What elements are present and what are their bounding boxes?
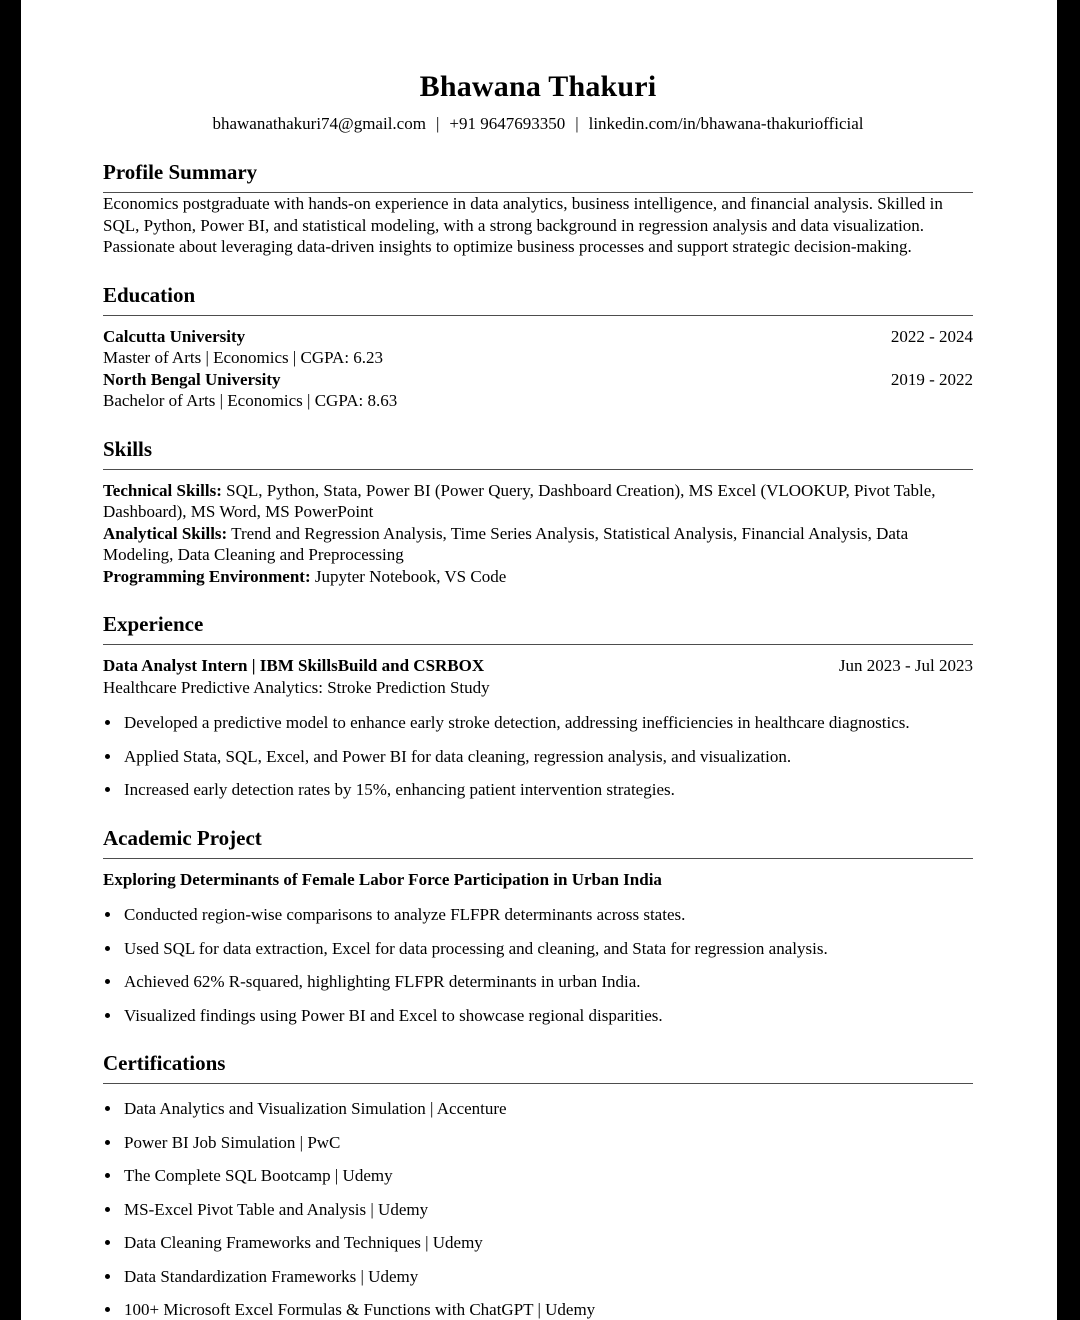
skills-group-programming-environment — [103, 566, 973, 588]
contact-separator: | — [575, 114, 579, 133]
skills-groups — [103, 480, 973, 588]
skills-group-text: Trend and Regression Analysis, Time Series Analysis, Statistical Analysis, Financial Analysis, Data Modeling, Data Cleaning and Preprocessing — [103, 523, 909, 564]
phone-text: +91 9647693350 — [449, 114, 566, 133]
education-entry-details: Bachelor of Arts | Economics | CGPA: 8.63 — [103, 391, 398, 410]
certifications-heading: Certifications — [103, 1051, 226, 1075]
candidate-name: Bhawana Thakuri — [419, 70, 657, 103]
certification-item: • Power BI Job Simulation | PwC — [122, 1132, 973, 1154]
education-entry-details: Master of Arts | Economics | CGPA: 6.23 — [103, 348, 384, 367]
section-education — [103, 283, 973, 412]
academic-project-heading: Academic Project — [103, 825, 262, 850]
academic-project-entry — [103, 869, 973, 1027]
resume-page — [21, 0, 1057, 1320]
education-dates: 2019 - 2022 — [890, 369, 973, 389]
certification-item: • The Complete SQL Bootcamp | Udemy — [122, 1165, 973, 1187]
section-rule — [103, 858, 973, 859]
linkedin-text: linkedin.com/in/bhawana-thakuriofficial — [588, 114, 864, 133]
skills-group-label: Analytical Skills: — [103, 523, 228, 543]
contact-separator: | — [435, 114, 440, 133]
section-rule — [103, 469, 973, 470]
education-dates: 2022 - 2024 — [890, 326, 973, 346]
section-profile-summary — [103, 160, 973, 258]
skills-group-label: Programming Environment: — [103, 566, 311, 586]
profile-summary-text: Economics postgraduate with hands-on experience in data analytics, business intelligence, and financial analysis. Skilled in SQL, Python, Power BI, and statistical modeling, with a strong background in regression analysis and data visualization. Passionate about leveraging data-driven insights to optimize business processes and support strategic decision-making. — [103, 194, 943, 256]
bullet-item: • Increased early detection rates by 15%, enhancing patient intervention strategies. — [122, 779, 973, 801]
experience-bullet-list — [103, 712, 973, 801]
skills-group-text: Jupyter Notebook, VS Code — [310, 566, 507, 586]
skills-group-label: Technical Skills: — [103, 480, 222, 500]
certification-item: • Data Cleaning Frameworks and Techniques | Udemy — [122, 1232, 973, 1254]
education-entry-header — [103, 326, 973, 348]
academic-project-title: Exploring Determinants of Female Labor Force Participation in Urban India — [103, 869, 662, 889]
profile-summary-heading: Profile Summary — [103, 160, 258, 184]
section-rule — [103, 1083, 973, 1084]
section-rule — [103, 644, 973, 645]
experience-entry-header — [103, 655, 973, 677]
certifications-list — [103, 1098, 973, 1320]
section-certifications — [103, 1051, 973, 1320]
institution-name: North Bengal University — [103, 369, 281, 389]
certification-item: • 100+ Microsoft Excel Formulas & Functions with ChatGPT | Udemy — [122, 1299, 973, 1320]
section-skills — [103, 437, 973, 588]
education-heading: Education — [103, 282, 196, 307]
institution-name: Calcutta University — [103, 326, 246, 346]
academic-project-bullet-list — [103, 904, 973, 1026]
bullet-item: • Conducted region-wise comparisons to analyze FLFPR determinants across states. — [122, 904, 973, 926]
skills-group-technical — [103, 480, 973, 523]
experience-title: Data Analyst Intern | IBM SkillsBuild and CSRBOX — [103, 656, 485, 675]
experience-subtitle: Healthcare Predictive Analytics: Stroke Prediction Study — [103, 677, 490, 697]
skills-group-analytical — [103, 523, 973, 566]
email-text: bhawanathakuri74@gmail.com — [212, 114, 426, 133]
skills-heading: Skills — [103, 436, 153, 461]
bullet-item: • Developed a predictive model to enhance early stroke detection, addressing inefficiencies in healthcare diagnostics. — [122, 712, 973, 734]
contact-line — [103, 113, 973, 135]
experience-heading: Experience — [103, 612, 204, 636]
bullet-item: • Achieved 62% R-squared, highlighting FLFPR determinants in urban India. — [122, 971, 973, 993]
bullet-item: • Visualized findings using Power BI and Excel to showcase regional disparities. — [122, 1005, 973, 1027]
certification-item: • Data Standardization Frameworks | Udemy — [122, 1266, 973, 1288]
resume-header — [103, 70, 973, 135]
bullet-item: • Applied Stata, SQL, Excel, and Power BI for data cleaning, regression analysis, and visualization. — [122, 746, 973, 768]
section-rule — [103, 315, 973, 316]
skills-group-text: SQL, Python, Stata, Power BI (Power Query, Dashboard Creation), MS Excel (VLOOKUP, Pivot Table, Dashboard), MS Word, MS PowerPoint — [103, 480, 936, 521]
education-entries — [103, 326, 973, 412]
certification-item: • Data Analytics and Visualization Simulation | Accenture — [122, 1098, 973, 1120]
bullet-item: • Used SQL for data extraction, Excel for data processing and cleaning, and Stata for regression analysis. — [122, 938, 973, 960]
experience-dates: Jun 2023 - Jul 2023 — [838, 656, 973, 675]
section-experience — [103, 612, 973, 801]
education-entry-header — [103, 369, 973, 391]
section-academic-project — [103, 826, 973, 1027]
experience-entry — [103, 655, 973, 801]
certification-item: • MS-Excel Pivot Table and Analysis | Udemy — [122, 1199, 973, 1221]
